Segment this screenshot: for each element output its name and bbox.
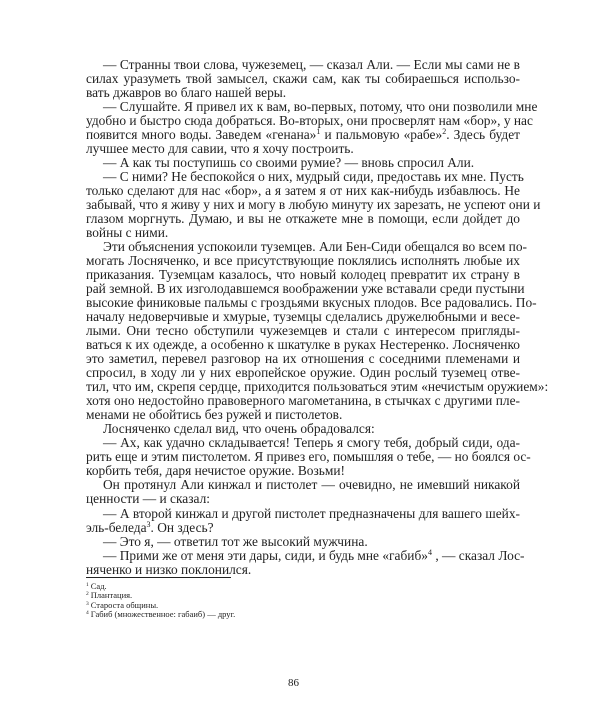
- text-segment: — Прими же от меня эти дары, сиди, и будь мне «габиб»: [103, 547, 428, 563]
- text-segment: менами не обойтись без ружей и пистолетов.: [86, 407, 343, 423]
- text-line: [86, 86, 520, 100]
- text-segment: глазом моргнуть. Думаю, и вы не откажете мне в помощи, если дойдет до: [86, 211, 520, 227]
- text-segment: — А второй кинжал и другой пистолет предназначены для вашего шейх-: [103, 505, 520, 521]
- text-segment: . Здесь будет: [446, 127, 520, 143]
- footnote-mark: 3: [86, 600, 89, 607]
- text-segment: приказания. Туземцам казалось, что новый колодец превратит их страну в: [86, 267, 520, 283]
- footnote-mark: 4: [86, 610, 89, 617]
- text-segment: — С ними? Не беспокойся о них, мудрый сиди, предоставь их мне. Пусть: [103, 169, 524, 185]
- text-segment: хотя оно недостойно правоверного магометанина, в стычках с другими пле-: [86, 393, 520, 409]
- text-line: [86, 547, 525, 563]
- text-segment: рить еще и этим пистолетом. Я привез его, помышляя о тебе, — но боялся ос-: [86, 449, 531, 465]
- footnote-reference: 4: [427, 547, 432, 557]
- text-line: [86, 310, 520, 324]
- text-line: [86, 324, 520, 338]
- text-line: [86, 281, 525, 297]
- text-segment: спросил, в ходу ли у них европейское оружие. Один рослый туземец отве-: [86, 365, 520, 381]
- text-segment: корбить тебя, даря нечистое оружие. Возьми!: [86, 463, 345, 479]
- footnote-reference: 3: [146, 519, 151, 529]
- text-line: [86, 184, 520, 198]
- text-line: [86, 492, 520, 506]
- footnote: [86, 610, 235, 619]
- text-line: [86, 99, 538, 115]
- text-segment: — Странны твои слова, чужеземец, — сказал Али. — Если мы сами не в: [103, 57, 520, 72]
- text-segment: вать джавров во благо нашей веры.: [86, 85, 287, 101]
- text-line: [86, 142, 520, 156]
- text-segment: няченко и низко поклонился.: [86, 561, 252, 577]
- text-line: [86, 366, 520, 380]
- text-line: [86, 128, 520, 142]
- text-segment: лыми. Они тесно обступили чужеземцев и стали с интересом пригляды-: [86, 323, 520, 339]
- text-segment: Он протянул Али кинжал и пистолет — очевидно, не имевший никакой: [103, 477, 520, 493]
- text-line: [86, 58, 520, 72]
- text-line: [86, 436, 520, 450]
- text-segment: — Ах, как удачно складывается! Теперь я смогу тебя, добрый сиди, ода-: [103, 435, 520, 451]
- footnote-divider: [86, 577, 231, 578]
- text-segment: — Это я, — ответил тот же высокий мужчина.: [103, 533, 368, 549]
- text-line: [86, 449, 531, 465]
- text-segment: войны с ними.: [86, 225, 169, 241]
- text-line: [86, 212, 520, 226]
- text-line: [86, 379, 549, 395]
- text-line: [86, 408, 520, 422]
- text-segment: высокие финиковые пальмы с гроздьями вкусных плодов. Все радовались. По-: [86, 295, 537, 311]
- text-segment: ваться к их одежде, а особенно к шкатулке в руках Нестеренко. Лосняченко: [86, 337, 520, 353]
- text-line: [86, 113, 533, 129]
- text-line: [86, 72, 520, 86]
- text-line: [86, 422, 520, 436]
- text-segment: рай земной. В их изголодавшемся воображении уже вставали среди пустыни: [86, 281, 525, 297]
- text-line: [86, 239, 527, 255]
- footnote-text: Плантация.: [90, 590, 133, 601]
- footnote-mark: 2: [86, 591, 89, 598]
- text-segment: . Он здесь?: [150, 519, 214, 535]
- text-segment: и пальмовую «рабе»: [320, 127, 443, 143]
- text-segment: — А как ты поступишь со своими румие? — вновь спросил Али.: [103, 155, 475, 171]
- footnote-text: Староста общины.: [90, 599, 159, 610]
- text-line: [86, 394, 520, 408]
- text-segment: удобно и быстро сюда добраться. Во-вторых, они просверлят нам «бор», у нас: [86, 113, 533, 129]
- text-segment: началу недоверчивые и хмурые, туземцы сделались дружелюбными и весе-: [86, 309, 520, 325]
- text-segment: появится много воды. Заведем «генана»: [86, 127, 317, 143]
- text-segment: Лосняченко сделал вид, что очень обрадовался:: [103, 421, 375, 437]
- text-line: [86, 352, 520, 366]
- text-line: [86, 478, 520, 492]
- text-line: [86, 197, 541, 213]
- body-text: [86, 57, 549, 577]
- footnote-text: Сад.: [90, 581, 107, 591]
- text-segment: тил, что им, скрепя сердце, приходится пользоваться этим «нечистым оружием»:: [86, 379, 549, 395]
- text-segment: это заметил, перевел разговор на их отношения с соседними племенами и: [86, 351, 520, 367]
- text-line: [86, 338, 520, 352]
- text-segment: ценности — и сказал:: [86, 491, 210, 507]
- text-line: [86, 464, 520, 478]
- text-line: [86, 535, 520, 549]
- text-segment: только сделают для нас «бор», а я затем я от них как-нибудь избавлюсь. Не: [86, 183, 520, 199]
- text-segment: забывай, что я живу у них и могу в любую минуту их зарезать, не успеют они и: [86, 197, 541, 213]
- text-segment: — Слушайте. Я привел их к вам, во-первых, потому, что они позволили мне: [103, 99, 538, 115]
- text-segment: могать Лосняченко, и все присутствующие поклялись исполнять любые их: [86, 253, 520, 269]
- text-line: [86, 521, 520, 535]
- text-line: [86, 254, 520, 268]
- text-line: [86, 156, 520, 170]
- text-line: [86, 507, 520, 521]
- text-segment: Эти объяснения успокоили туземцев. Али Бен-Сиди обещался во всем по-: [103, 239, 527, 255]
- footnote-text: Габиб (множественное: габаиб) — друг.: [90, 609, 236, 620]
- page-number: 86: [288, 677, 299, 689]
- text-line: [86, 295, 537, 311]
- footnote-reference: 1: [316, 127, 321, 137]
- text-segment: эль-беледа: [86, 519, 147, 535]
- text-segment: силах уразуметь твой замысел, скажи сам, как ты собираешься использо-: [86, 71, 520, 87]
- text-segment: , — сказал Лос-: [431, 547, 525, 563]
- footnote-reference: 2: [442, 127, 447, 137]
- text-segment: лучшее место для савии, что я хочу построить.: [86, 141, 354, 157]
- footnote-mark: 1: [86, 582, 89, 588]
- text-line: [86, 169, 524, 185]
- text-line: [86, 226, 520, 240]
- footnotes: [86, 582, 235, 620]
- text-line: [86, 268, 520, 282]
- text-line: [86, 563, 520, 577]
